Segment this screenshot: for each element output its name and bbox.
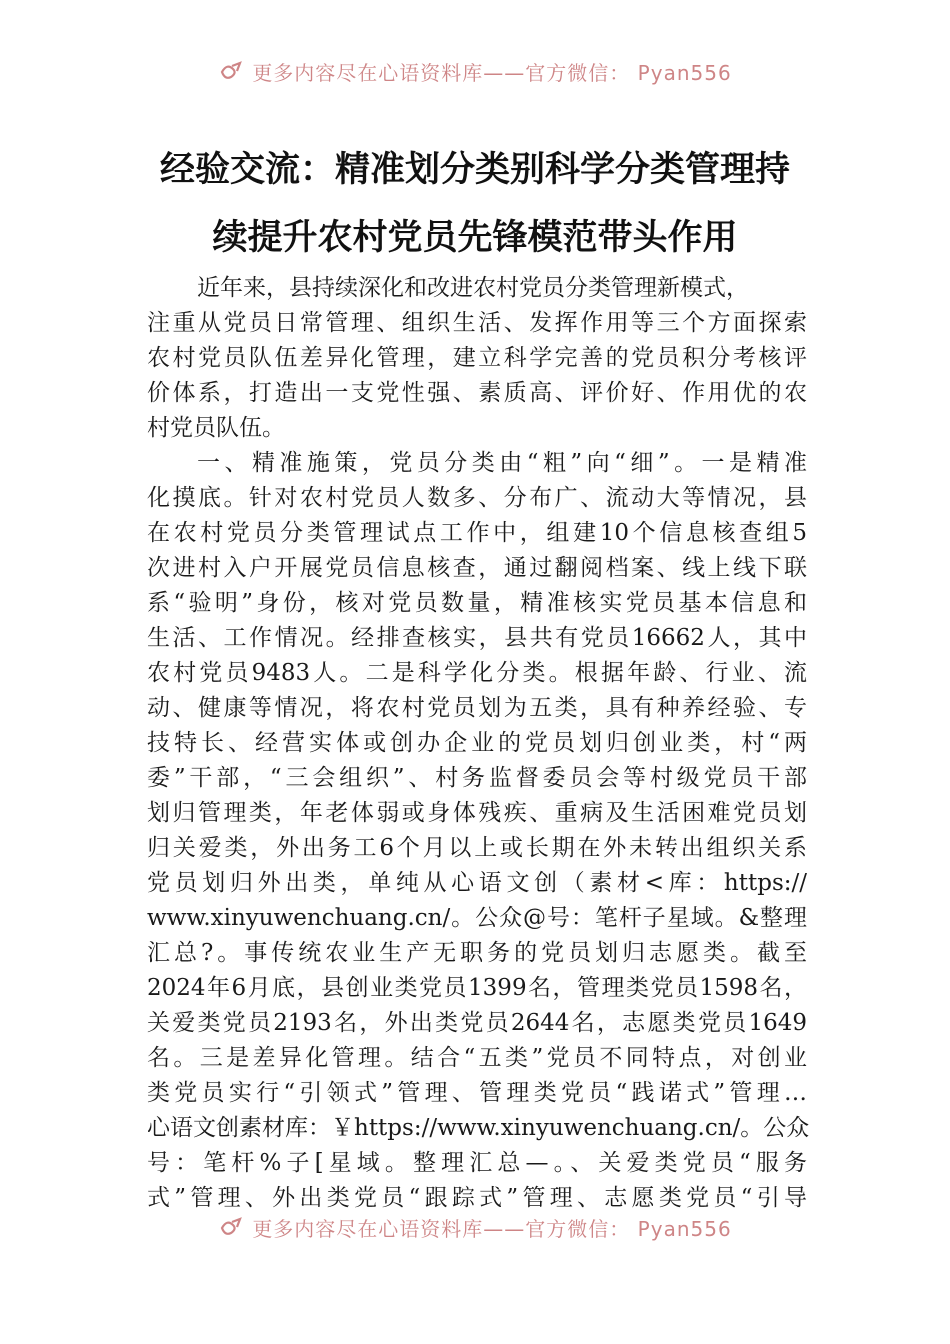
body-line: 归关爱类，外出务工6个月以上或长期在外未转出组织关系 bbox=[147, 835, 807, 861]
watermark-logo-icon bbox=[218, 60, 244, 82]
body-line: 农村党员队伍差异化管理，建立科学完善的党员积分考核评 bbox=[147, 345, 807, 371]
body-line: 化摸底。针对农村党员人数多、分布广、流动大等情况，县 bbox=[147, 485, 807, 511]
body-line: 一、精准施策，党员分类由“粗”向“细”。一是精准 bbox=[197, 450, 807, 476]
body-line: 注重从党员日常管理、组织生活、发挥作用等三个方面探索 bbox=[147, 310, 807, 336]
body-line: 类党员实行“引领式”管理、管理类党员“践诺式”管理… bbox=[147, 1080, 807, 1106]
body-line: www.xinyuwenchuang.cn/。公众@号：笔杆子星域。&整理 bbox=[147, 905, 807, 931]
body-line: 次进村入户开展党员信息核查，通过翻阅档案、线上线下联 bbox=[147, 555, 807, 581]
watermark-text: 更多内容尽在心语资料库——官方微信： Pyan556 bbox=[252, 1216, 732, 1241]
body-line: 党员划归外出类，单纯从心语文创（素材<库：https:// bbox=[147, 870, 807, 896]
body-line: 号：笔杆%子[星域。整理汇总—。、关爱类党员“服务 bbox=[147, 1150, 807, 1176]
watermark-header bbox=[0, 54, 950, 88]
body-line: 农村党员9483人。二是科学化分类。根据年龄、行业、流 bbox=[147, 660, 807, 686]
body-line: 2024年6月底，县创业类党员1399名，管理类党员1598名， bbox=[147, 975, 807, 1001]
body-line: 委”干部，“三会组织”、村务监督委员会等村级党员干部 bbox=[147, 765, 807, 791]
page-title-line-2: 续提升农村党员先锋模范带头作用 bbox=[212, 217, 738, 258]
body-line: 系“验明”身份，核对党员数量，精准核实党员基本信息和 bbox=[147, 590, 807, 616]
body-line: 价体系，打造出一支党性强、素质高、评价好、作用优的农 bbox=[147, 380, 807, 406]
page-title-line-1: 经验交流：精准划分类别科学分类管理持 bbox=[159, 149, 790, 190]
body-line: 心语文创素材库：￥https://www.xinyuwenchuang.cn/。公众 bbox=[147, 1115, 810, 1141]
watermark-text: 更多内容尽在心语资料库——官方微信： Pyan556 bbox=[252, 60, 732, 85]
body-line: 关爱类党员2193名，外出类党员2644名，志愿类党员1649 bbox=[147, 1010, 807, 1036]
watermark-logo-icon bbox=[218, 1216, 244, 1238]
body-line: 划归管理类，年老体弱或身体残疾、重病及生活困难党员划 bbox=[147, 800, 807, 826]
body-line: 动、健康等情况，将农村党员划为五类，具有种养经验、专 bbox=[147, 695, 807, 721]
watermark-footer bbox=[0, 1210, 950, 1244]
body-line: 式”管理、外出类党员“跟踪式”管理、志愿类党员“引导 bbox=[147, 1185, 807, 1211]
body-line: 村党员队伍。 bbox=[147, 415, 285, 441]
body-line: 在农村党员分类管理试点工作中，组建10个信息核查组5 bbox=[147, 520, 807, 546]
body-line: 汇总?。事传统农业生产无职务的党员划归志愿类。截至 bbox=[147, 940, 807, 966]
body-line: 生活、工作情况。经排查核实，县共有党员16662人，其中 bbox=[147, 625, 807, 651]
body-line: 近年来，县持续深化和改进农村党员分类管理新模式， bbox=[197, 275, 749, 301]
body-line: 名。三是差异化管理。结合“五类”党员不同特点，对创业 bbox=[147, 1045, 807, 1071]
body-line: 技特长、经营实体或创办企业的党员划归创业类，村“两 bbox=[147, 730, 807, 756]
